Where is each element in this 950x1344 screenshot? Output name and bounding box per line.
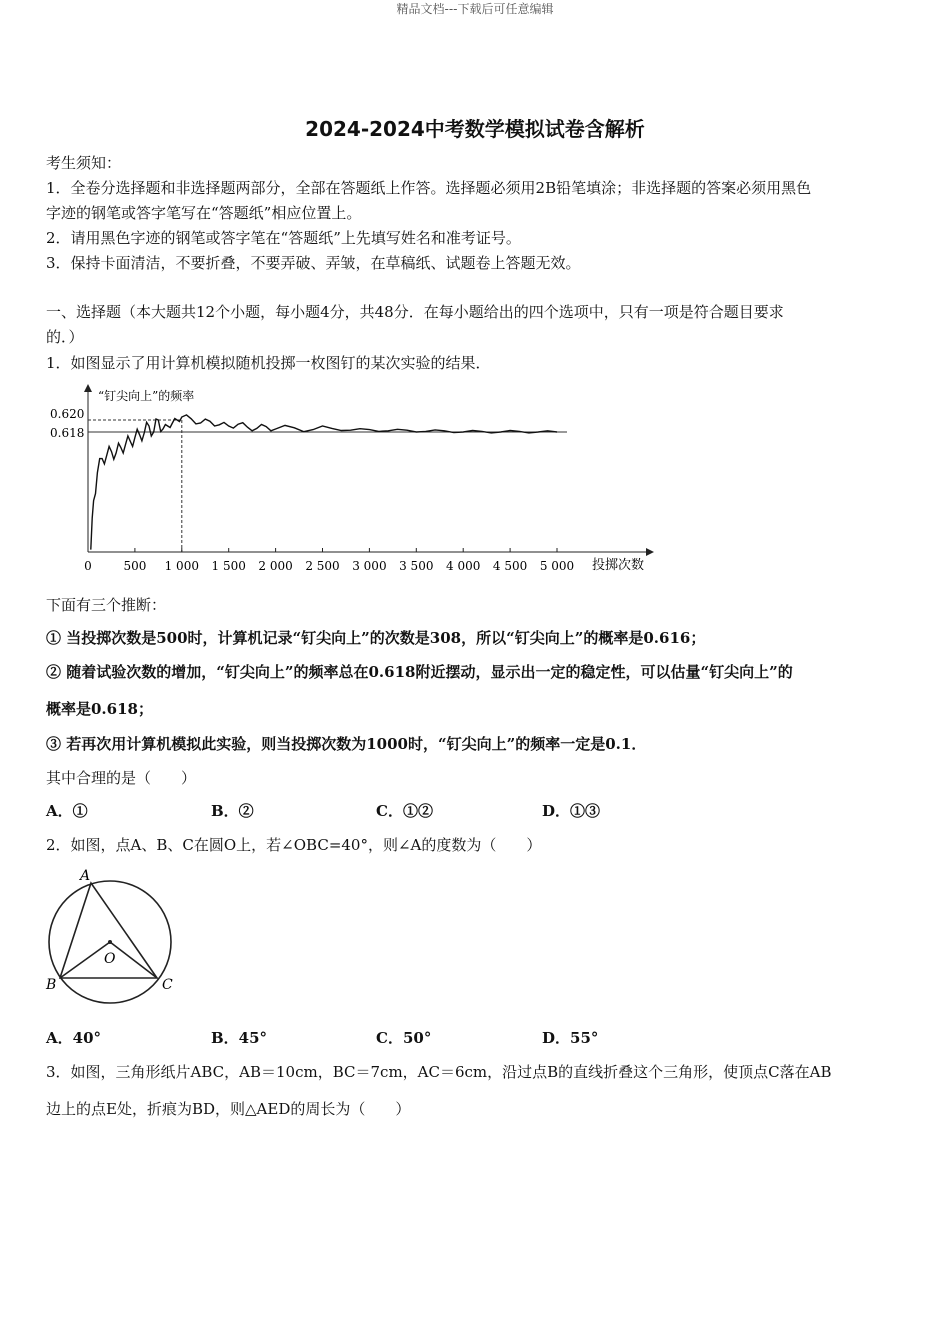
header-note: 精品文档---下载后可任意编辑: [396, 2, 554, 16]
q1-option-d[interactable]: D．①③: [542, 802, 601, 820]
x-tick-label: 2 500: [305, 559, 340, 573]
y-tick-label: 0.618: [50, 426, 85, 440]
q1-inference-2b: 概率是0.618；: [46, 700, 153, 718]
q2-option-b[interactable]: B．45°: [211, 1029, 268, 1047]
section-heading-line2: 的．）: [46, 328, 84, 346]
x-axis-arrow: [646, 548, 654, 556]
label-a: A: [80, 868, 91, 884]
q3-line1: 3．如图，三角形纸片ABC，AB＝10cm，BC＝7cm，AC＝6cm，沿过点B的直线折叠这个三角形，使顶点C落在AB: [46, 1063, 832, 1081]
q1-intro: 下面有三个推断：: [46, 596, 167, 614]
circle-figure: [44, 866, 178, 1006]
x-tick-label: 4 500: [492, 559, 528, 573]
frequency-chart: [46, 380, 658, 580]
y-tick-label: 0.620: [50, 407, 85, 421]
label-o: O: [104, 951, 116, 967]
q2-option-d[interactable]: D．55°: [542, 1029, 599, 1047]
x-tick-label: 500: [123, 559, 147, 573]
q1-inference-3: ③ 若再次用计算机模拟此实验，则当投掷次数为1000时，“钉尖向上”的频率一定是0.1．: [46, 735, 647, 753]
q2-option-c[interactable]: C．50°: [376, 1029, 432, 1047]
label-b: B: [46, 977, 57, 993]
label-c: C: [162, 977, 173, 993]
q2-option-a[interactable]: A．40°: [46, 1029, 102, 1047]
x-tick-label: 2 000: [258, 559, 293, 573]
q2-stem: 2．如图，点A、B、C在圆O上，若∠OBC=40°，则∠A的度数为（ ）: [46, 836, 542, 854]
x-tick-label: 1 500: [211, 559, 246, 573]
x-tick-label: 1 000: [164, 559, 199, 573]
center-point: [108, 940, 112, 944]
notice-item-1a: 1．全卷分选择题和非选择题两部分，全部在答题纸上作答。选择题必须用2B铅笔填涂；非选择题的答案必须用黑色: [46, 179, 812, 197]
segment-ob: [60, 942, 110, 978]
page-title: 2024-2024中考数学模拟试卷含解析: [305, 117, 645, 141]
q1-option-a[interactable]: A．①: [46, 802, 88, 820]
x-tick-label: 3 000: [352, 559, 387, 573]
q1-question: 其中合理的是（ ）: [46, 769, 197, 787]
notice-item-3: 3．保持卡面清洁，不要折叠，不要弄破、弄皱，在草稿纸、试题卷上答题无效。: [46, 254, 581, 272]
q1-inference-1: ① 当投掷次数是500时，计算机记录“钉尖向上”的次数是308，所以“钉尖向上”的概率是0.616；: [46, 629, 706, 647]
x-tick-label: 0: [84, 559, 92, 573]
q1-option-b[interactable]: B．②: [211, 802, 254, 820]
y-axis-label: “钉尖向上”的频率: [98, 389, 195, 403]
x-tick-label: 5 000: [539, 559, 575, 573]
q3-line2: 边上的点E处，折痕为BD，则△AED的周长为（ ）: [46, 1100, 411, 1118]
q1-option-c[interactable]: C．①②: [376, 802, 433, 820]
segment-oc: [110, 942, 157, 978]
notice-item-1b: 字迹的钢笔或答字笔写在“答题纸”相应位置上。: [46, 204, 362, 222]
notice-heading: 考生须知：: [46, 154, 122, 172]
x-axis-label: 投掷次数: [592, 558, 645, 573]
x-tick-label: 3 500: [399, 559, 434, 573]
q1-stem: 1．如图显示了用计算机模拟随机投掷一枚图钉的某次实验的结果．: [46, 354, 491, 372]
x-tick-label: 4 000: [446, 559, 481, 573]
frequency-series-line: [91, 415, 557, 550]
notice-item-2: 2．请用黑色字迹的钢笔或答字笔在“答题纸”上先填写姓名和准考证号。: [46, 229, 521, 247]
y-axis-arrow: [84, 384, 92, 392]
section-heading-line1: 一、选择题（本大题共12个小题，每小题4分，共48分．在每小题给出的四个选项中，只有一项是符合题目要求: [46, 303, 784, 321]
q1-inference-2a: ② 随着试验次数的增加，“钉尖向上”的频率总在0.618附近摆动，显示出一定的稳定性，可以估量“钉尖向上”的: [46, 663, 793, 681]
